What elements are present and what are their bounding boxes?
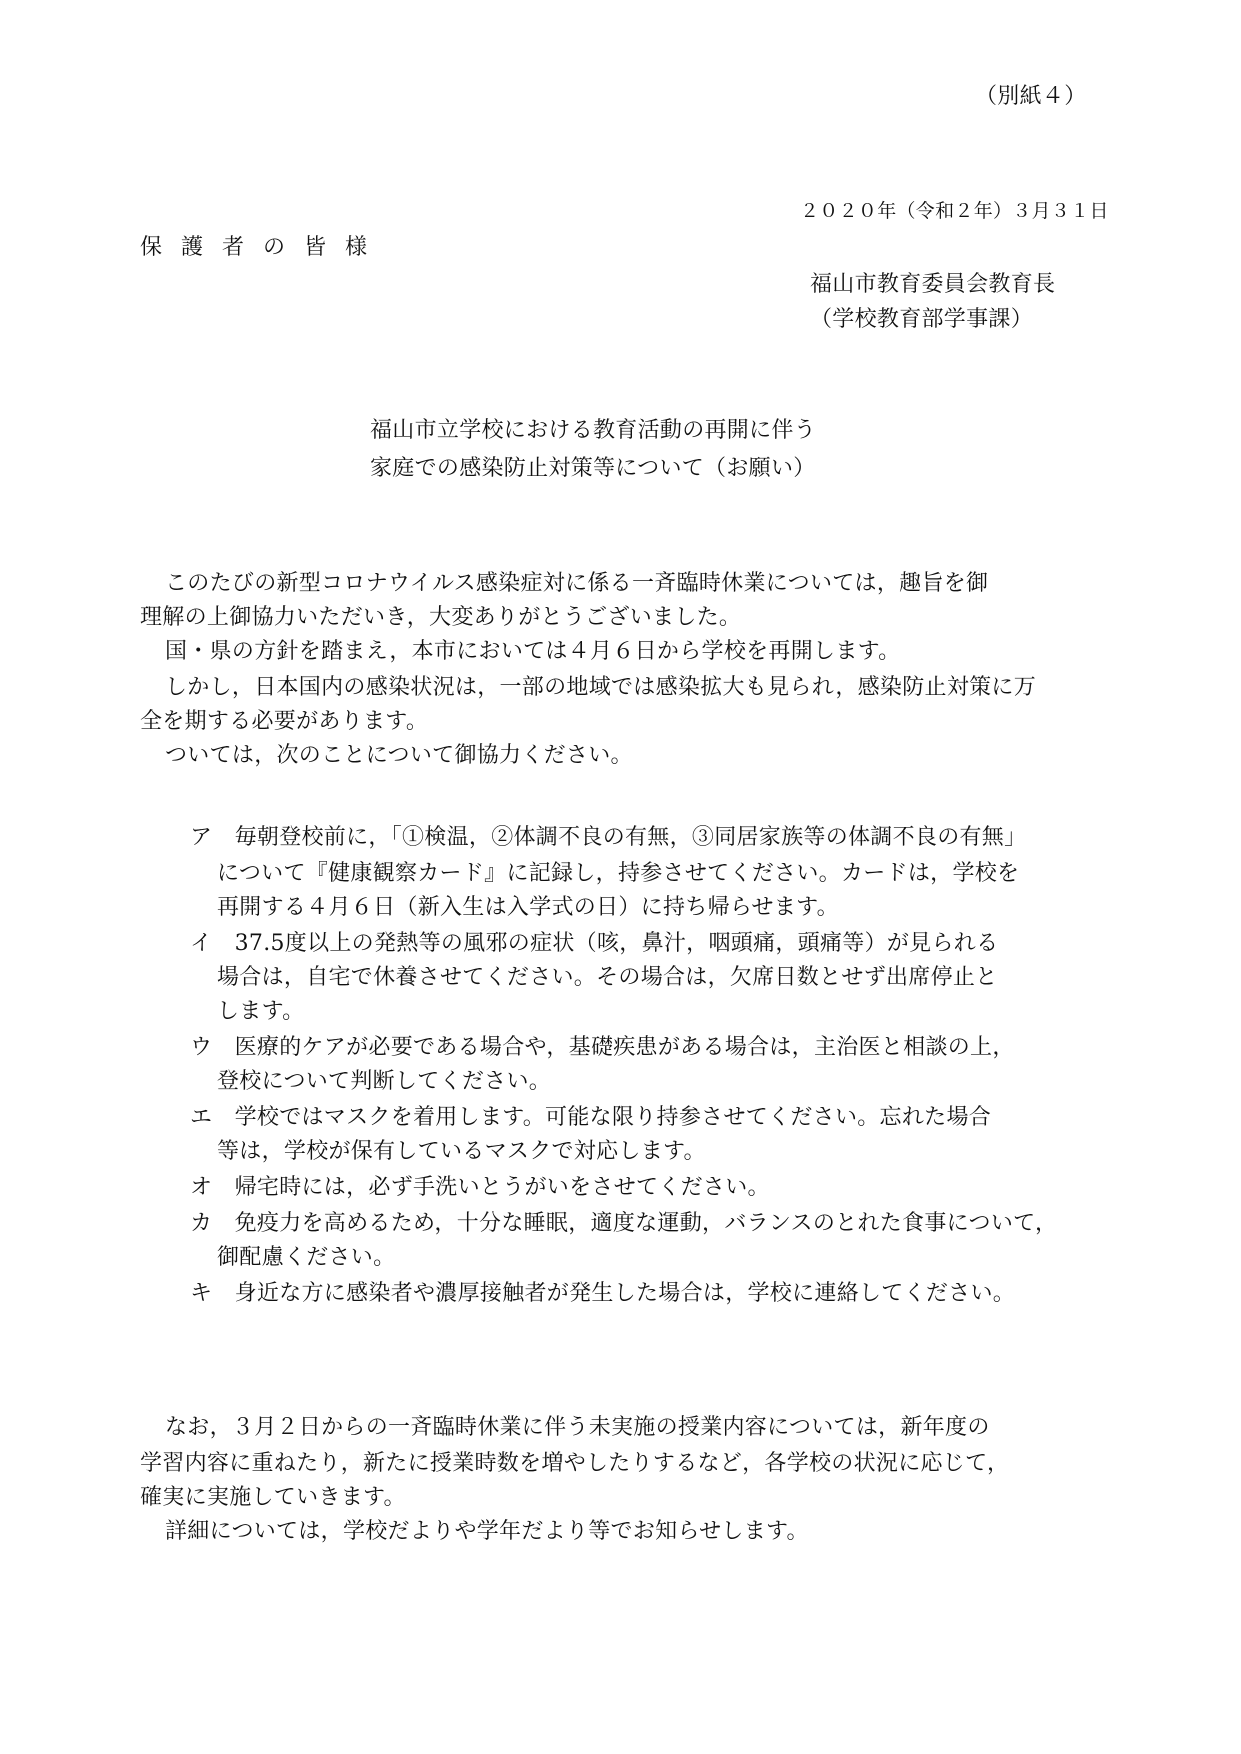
- request-item-continuation: 等は，学校が保有しているマスクで対応します。: [217, 1139, 706, 1164]
- request-item-continuation: 場合は，自宅で休養させてください。その場合は，欠席日数とせず出席停止と: [217, 965, 998, 990]
- request-item: イ 37.5度以上の発熱等の風邪の症状（咳，鼻汁，咽頭痛，頭痛等）が見られる: [190, 931, 999, 956]
- intro-line: しかし，日本国内の感染状況は，一部の地域では感染拡大も見られ，感染防止対策に万: [165, 675, 1037, 700]
- title-line-2: 家庭での感染防止対策等について（お願い）: [370, 456, 816, 481]
- intro-line: 理解の上御協力いただいき，大変ありがとうございました。: [140, 605, 742, 630]
- request-item: キ 身近な方に感染者や濃厚接触者が発生した場合は，学校に連絡してください。: [190, 1281, 1016, 1306]
- request-item: ア 毎朝登校前に，「①検温，②体調不良の有無，③同居家族等の体調不良の有無」: [190, 825, 1027, 850]
- request-item-continuation: について『健康観察カード』に記録し，持参させてください。カードは，学校を: [217, 861, 1020, 886]
- intro-line: 全を期する必要があります。: [140, 709, 429, 734]
- closing-line: なお，３月２日からの一斉臨時休業に伴う未実施の授業内容については，新年度の: [165, 1415, 990, 1440]
- addressee: 保 護 者 の 皆 様: [140, 235, 373, 260]
- request-item-continuation: 登校について判断してください。: [217, 1069, 552, 1094]
- letter-date: ２０２０年（令和２年）３月３１日: [800, 200, 1109, 222]
- closing-line: 確実に実施していきます。: [140, 1485, 406, 1510]
- closing-line: 詳細については，学校だよりや学年だより等でお知らせします。: [165, 1519, 809, 1544]
- request-item-continuation: します。: [217, 999, 305, 1024]
- request-item: オ 帰宅時には，必ず手洗いとうがいをさせてください。: [190, 1175, 770, 1200]
- request-item: ウ 医療的ケアが必要である場合や，基礎疾患がある場合は，主治医と相談の上，: [190, 1035, 1015, 1060]
- title-line-1: 福山市立学校における教育活動の再開に伴う: [370, 418, 817, 443]
- request-item: カ 免疫力を高めるため，十分な睡眠，適度な運動，バランスのとれた食事について，: [190, 1211, 1058, 1236]
- intro-line: ついては，次のことについて御協力ください。: [165, 743, 633, 768]
- request-item: エ 学校ではマスクを着用します。可能な限り持参させてください。忘れた場合: [190, 1105, 992, 1130]
- request-item-continuation: 御配慮ください。: [217, 1245, 396, 1270]
- request-item-continuation: 再開する４月６日（新入生は入学式の日）に持ち帰らせます。: [217, 895, 839, 920]
- intro-line: このたびの新型コロナウイルス感染症対に係る一斉臨時休業については，趣旨を御: [165, 571, 989, 596]
- closing-line: 学習内容に重ねたり，新たに授業時数を増やしたりするなど，各学校の状況に応じて，: [140, 1451, 1010, 1476]
- attachment-label: （別紙４）: [975, 84, 1087, 109]
- intro-line: 国・県の方針を踏まえ，本市においては４月６日から学校を再開します。: [165, 639, 901, 664]
- sender: 福山市教育委員会教育長: [810, 272, 1056, 297]
- sender-department: （学校教育部学事課）: [810, 307, 1034, 332]
